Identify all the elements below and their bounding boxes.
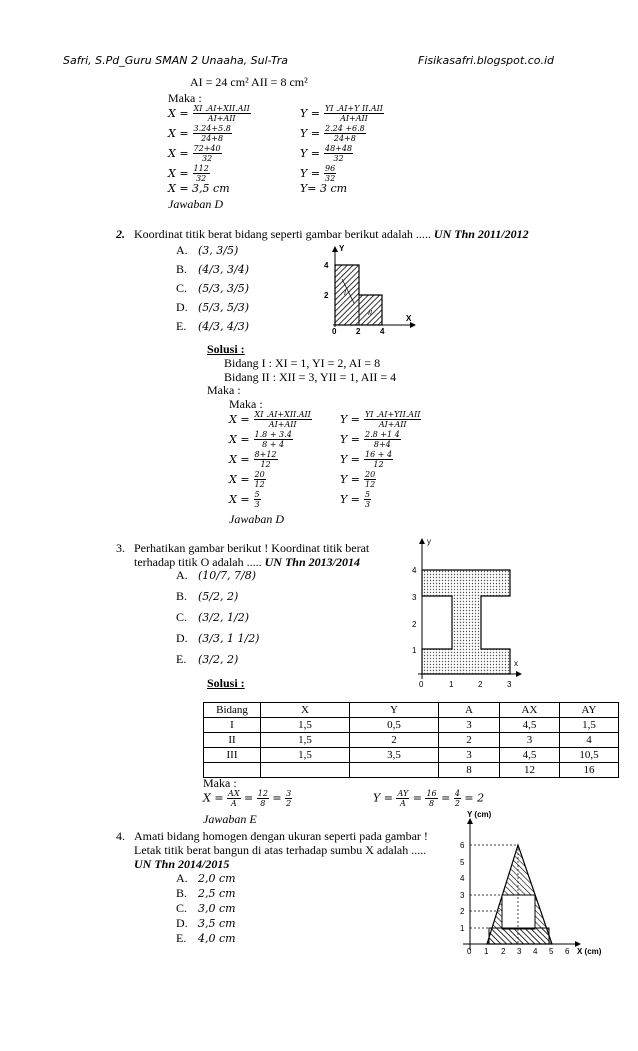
q2-question: Koordinat titik berat bidang seperti gambar berikut adalah ..... UN Thn 2011/2012 <box>134 227 529 241</box>
option-text: (3/2, 1/2) <box>198 611 249 624</box>
option-item <box>176 589 259 610</box>
table-cell: 12 <box>500 763 560 778</box>
answer-2: Jawaban D <box>229 512 284 526</box>
option-text: (3, 3/5) <box>198 244 239 257</box>
q4-number: 4. <box>116 829 125 843</box>
table-cell: 3,5 <box>350 748 439 763</box>
p1-x-fraction: $\frac{\text{XI .AI+XII.AII}}{\text{AI+AII}}$ <box>193 103 250 123</box>
option-label: C. <box>176 610 188 624</box>
option-text: (4/3, 4/3) <box>198 320 249 333</box>
q2-maka2: Maka : <box>229 397 263 411</box>
q3-x-eq: X = $\frac{AX}{A}$ = $\frac{12}{8}$ = $\frac{3}{2}$ <box>203 789 292 808</box>
table-row <box>204 763 619 778</box>
q4-question-line2: Letak titik berat bangun di atas terhadap sumbu X adalah ..... <box>134 843 427 857</box>
p1-y-fraction: $\frac{2.24 +6.8}{24+8}$ <box>324 123 365 143</box>
q3-question-line2: terhadap titik O adalah ..... UN Thn 2013/2014 <box>134 555 360 569</box>
p1-y-fraction: $\frac{96}{32}$ <box>324 163 336 183</box>
p1-x-line <box>168 103 251 123</box>
table-cell: 3 <box>439 718 500 733</box>
option-label: C. <box>176 281 188 295</box>
table-cell: III <box>204 748 261 763</box>
q2-y-fraction: $\frac{5}{3}$ <box>364 489 371 509</box>
q2-x-lhs: X = <box>229 412 250 426</box>
q2-y-line <box>340 449 421 469</box>
option-item <box>176 319 249 338</box>
option-label: B. <box>176 589 188 603</box>
p1-x-line <box>168 163 251 183</box>
q2-y-equations <box>340 409 421 509</box>
q2-y-line <box>340 489 421 509</box>
table-row <box>204 748 619 763</box>
svg-text:4: 4 <box>533 947 538 956</box>
q2-y-lhs: Y = <box>340 452 360 466</box>
q3-question-line1: Perhatikan gambar berikut ! Koordinat titik berat <box>134 541 370 555</box>
option-label: D. <box>176 300 188 314</box>
option-text: (5/3, 3/5) <box>198 282 249 295</box>
option-text: 2,5 cm <box>198 887 236 900</box>
p1-y-fraction: $\frac{\text{YI .AI+Y II.AII}}{\text{AI+AII}}$ <box>324 103 383 123</box>
svg-text:x: x <box>514 659 518 668</box>
q2-x-line <box>229 449 312 469</box>
table-row <box>204 733 619 748</box>
table-cell: 1,5 <box>560 718 619 733</box>
svg-text:2: 2 <box>501 947 506 956</box>
q4-figure <box>455 808 605 964</box>
option-item <box>176 886 236 901</box>
svg-text:2: 2 <box>324 291 329 300</box>
q2-x-line <box>229 409 312 429</box>
q2-y-line <box>340 409 421 429</box>
q2-x-lhs: X = <box>229 472 250 486</box>
q2-options <box>176 243 249 338</box>
option-label: E. <box>176 931 187 945</box>
svg-text:0: 0 <box>419 680 424 689</box>
option-item <box>176 610 259 631</box>
svg-text:3: 3 <box>460 891 465 900</box>
option-label: A. <box>176 568 188 582</box>
q2-y-lhs: Y = <box>340 472 360 486</box>
svg-text:1: 1 <box>412 646 417 655</box>
q2-number: 2. <box>116 227 125 241</box>
q2-bidang2: Bidang II : XII = 3, YII = 1, AII = 4 <box>224 370 397 384</box>
x-equations <box>168 103 251 183</box>
p1-y-lhs: Y = <box>300 106 320 120</box>
option-item <box>176 916 236 931</box>
table-header-row <box>204 703 619 718</box>
svg-text:Y: Y <box>339 244 345 253</box>
table-cell: 3 <box>439 748 500 763</box>
svg-text:1: 1 <box>484 947 489 956</box>
q2-x-lhs: X = <box>229 432 250 446</box>
q2-x-lhs: X = <box>229 452 250 466</box>
q2-solusi: Solusi : <box>207 342 245 356</box>
table-cell: I <box>204 718 261 733</box>
svg-text:X: X <box>406 314 412 323</box>
q3-figure <box>408 534 523 691</box>
table-cell: 4,5 <box>500 718 560 733</box>
svg-text:X (cm): X (cm) <box>577 947 602 956</box>
q4-question-line1: Amati bidang homogen dengan ukuran seperti pada gambar ! <box>134 829 428 843</box>
p1-y-lhs: Y = <box>300 146 320 160</box>
p1-x-lhs: X = <box>168 106 189 120</box>
q2-x-fraction: $\frac{20}{12}$ <box>254 469 265 489</box>
q3-options <box>176 568 259 673</box>
svg-text:Y (cm): Y (cm) <box>467 810 492 819</box>
svg-text:5: 5 <box>549 947 554 956</box>
table-cell: 1,5 <box>261 748 350 763</box>
table-cell: 2 <box>439 733 500 748</box>
q2-y-fraction: $\frac{16 + 4}{12}$ <box>364 449 393 469</box>
q4-options <box>176 871 236 946</box>
p1-x-fraction: $\frac{112}{32}$ <box>193 163 209 183</box>
option-label: E. <box>176 319 187 333</box>
option-text: (3/2, 2) <box>198 653 239 666</box>
option-text: (3/3, 1 1/2) <box>198 632 260 645</box>
p1-y-line <box>300 123 384 143</box>
p1-x-line <box>168 143 251 163</box>
table-header-cell: X <box>261 703 350 718</box>
q2-y-fraction: $\frac{\text{YI .AI+YII.AII}}{\text{AI+AII}}$ <box>364 409 421 429</box>
option-item <box>176 931 236 946</box>
q2-x-fraction: $\frac{\text{XI .AI+XII.AII}}{\text{AI+AII}}$ <box>254 409 311 429</box>
q2-y-lhs: Y = <box>340 492 360 506</box>
table-cell: 3 <box>500 733 560 748</box>
option-label: B. <box>176 886 188 900</box>
q2-y-line <box>340 469 421 489</box>
table-header-cell: Bidang <box>204 703 261 718</box>
p1-x-fraction: $\frac{72+40}{32}$ <box>193 143 221 163</box>
svg-text:4: 4 <box>460 874 465 883</box>
p1-y-lhs: Y = <box>300 126 320 140</box>
svg-text:4: 4 <box>412 566 417 575</box>
svg-text:2: 2 <box>356 327 361 335</box>
q2-y-lhs: Y = <box>340 432 360 446</box>
option-text: 3,5 cm <box>198 917 236 930</box>
header-author: Safri, S.Pd_Guru SMAN 2 Unaaha, Sul-Tra <box>63 54 288 67</box>
table-cell: 4,5 <box>500 748 560 763</box>
table-cell <box>350 763 439 778</box>
table-cell: 1,5 <box>261 718 350 733</box>
q2-bidang1: Bidang I : XI = 1, YI = 2, AI = 8 <box>224 356 381 370</box>
p1-y-line <box>300 163 384 183</box>
option-item <box>176 243 249 262</box>
table-header-cell: Y <box>350 703 439 718</box>
option-item <box>176 300 249 319</box>
p1-x-lhs: X = <box>168 126 189 140</box>
p1-y-lhs: Y = <box>300 166 320 180</box>
option-label: A. <box>176 871 188 885</box>
table-header-cell: A <box>439 703 500 718</box>
q2-y-lhs: Y = <box>340 412 360 426</box>
answer-1: Jawaban D <box>168 197 223 211</box>
svg-text:5: 5 <box>460 858 465 867</box>
option-text: (5/3, 5/3) <box>198 301 249 314</box>
svg-text:4: 4 <box>380 327 385 335</box>
svg-text:2: 2 <box>460 907 465 916</box>
option-label: C. <box>176 901 188 915</box>
option-item <box>176 631 259 652</box>
option-label: E. <box>176 652 187 666</box>
q2-x-line <box>229 469 312 489</box>
table-header-cell: AX <box>500 703 560 718</box>
table-row <box>204 718 619 733</box>
option-label: D. <box>176 916 188 930</box>
q2-x-equations <box>229 409 312 509</box>
q2-x-line <box>229 489 312 509</box>
svg-text:6: 6 <box>565 947 570 956</box>
q3-solusi: Solusi : <box>207 676 245 690</box>
q2-x-fraction: $\frac{1.8 + 3.4}{8 + 4}$ <box>254 429 292 449</box>
table-header-cell: AY <box>560 703 619 718</box>
svg-text:y: y <box>427 537 431 546</box>
p1-y-line <box>300 143 384 163</box>
q2-y-fraction: $\frac{20}{12}$ <box>364 469 376 489</box>
p1-y-fraction: $\frac{48+48}{32}$ <box>324 143 353 163</box>
q2-x-lhs: X = <box>229 492 250 506</box>
option-item <box>176 568 259 589</box>
q4-source: UN Thn 2014/2015 <box>134 857 230 871</box>
area-values: AI = 24 cm² AII = 8 cm² <box>190 75 308 89</box>
y-result: Y= 3 cm <box>300 182 348 195</box>
option-label: A. <box>176 243 188 257</box>
table-cell: 16 <box>560 763 619 778</box>
q2-x-line <box>229 429 312 449</box>
p1-x-lhs: X = <box>168 166 189 180</box>
svg-text:0: 0 <box>467 947 472 956</box>
option-label: D. <box>176 631 188 645</box>
table-cell <box>261 763 350 778</box>
svg-text:1: 1 <box>460 924 465 933</box>
svg-text:3: 3 <box>507 680 512 689</box>
p1-x-line <box>168 123 251 143</box>
p1-y-line <box>300 103 384 123</box>
svg-text:II: II <box>368 310 372 317</box>
q3-maka: Maka : <box>203 776 237 790</box>
option-label: B. <box>176 262 188 276</box>
svg-text:I: I <box>344 290 346 297</box>
table-cell: 4 <box>560 733 619 748</box>
svg-text:3: 3 <box>412 593 417 602</box>
q3-y-eq: Y = $\frac{AY}{A}$ = $\frac{16}{8}$ = $\frac{4}{2}$ = 2 <box>373 789 485 808</box>
svg-text:0: 0 <box>332 327 337 335</box>
svg-text:2: 2 <box>478 680 483 689</box>
svg-text:6: 6 <box>460 841 465 850</box>
option-text: 3,0 cm <box>198 902 236 915</box>
q3-number: 3. <box>116 541 125 555</box>
svg-text:1: 1 <box>449 680 454 689</box>
svg-text:4: 4 <box>324 261 329 270</box>
table-cell: 1,5 <box>261 733 350 748</box>
q3-table <box>203 702 619 778</box>
table-cell: 2 <box>350 733 439 748</box>
table-cell: II <box>204 733 261 748</box>
option-text: (4/3, 3/4) <box>198 263 249 276</box>
option-text: (5/2, 2) <box>198 590 239 603</box>
maka-label: Maka : <box>168 91 202 105</box>
option-item <box>176 281 249 300</box>
q2-y-fraction: $\frac{2.8 +1 4}{8+4}$ <box>364 429 400 449</box>
q2-x-fraction: $\frac{8+12}{12}$ <box>254 449 277 469</box>
q2-x-fraction: $\frac{5}{3}$ <box>254 489 260 509</box>
table-cell: 10,5 <box>560 748 619 763</box>
svg-text:3: 3 <box>517 947 522 956</box>
option-text: 2,0 cm <box>198 872 236 885</box>
table-cell: 8 <box>439 763 500 778</box>
x-result: X = 3,5 cm <box>168 182 230 195</box>
q2-figure <box>318 243 418 335</box>
q2-y-line <box>340 429 421 449</box>
header-blog: Fisikasafri.blogspot.co.id <box>418 54 555 67</box>
p1-x-fraction: $\frac{3.24+5.8}{24+8}$ <box>193 123 231 143</box>
option-item <box>176 871 236 886</box>
svg-text:2: 2 <box>412 620 417 629</box>
table-cell: 0,5 <box>350 718 439 733</box>
option-item <box>176 652 259 673</box>
option-item <box>176 262 249 281</box>
option-item <box>176 901 236 916</box>
answer-3: Jawaban E <box>203 812 257 826</box>
p1-x-lhs: X = <box>168 146 189 160</box>
option-text: 4,0 cm <box>198 932 236 945</box>
option-text: (10/7, 7/8) <box>198 569 256 582</box>
q2-maka1: Maka : <box>207 383 241 397</box>
y-equations <box>300 103 384 183</box>
